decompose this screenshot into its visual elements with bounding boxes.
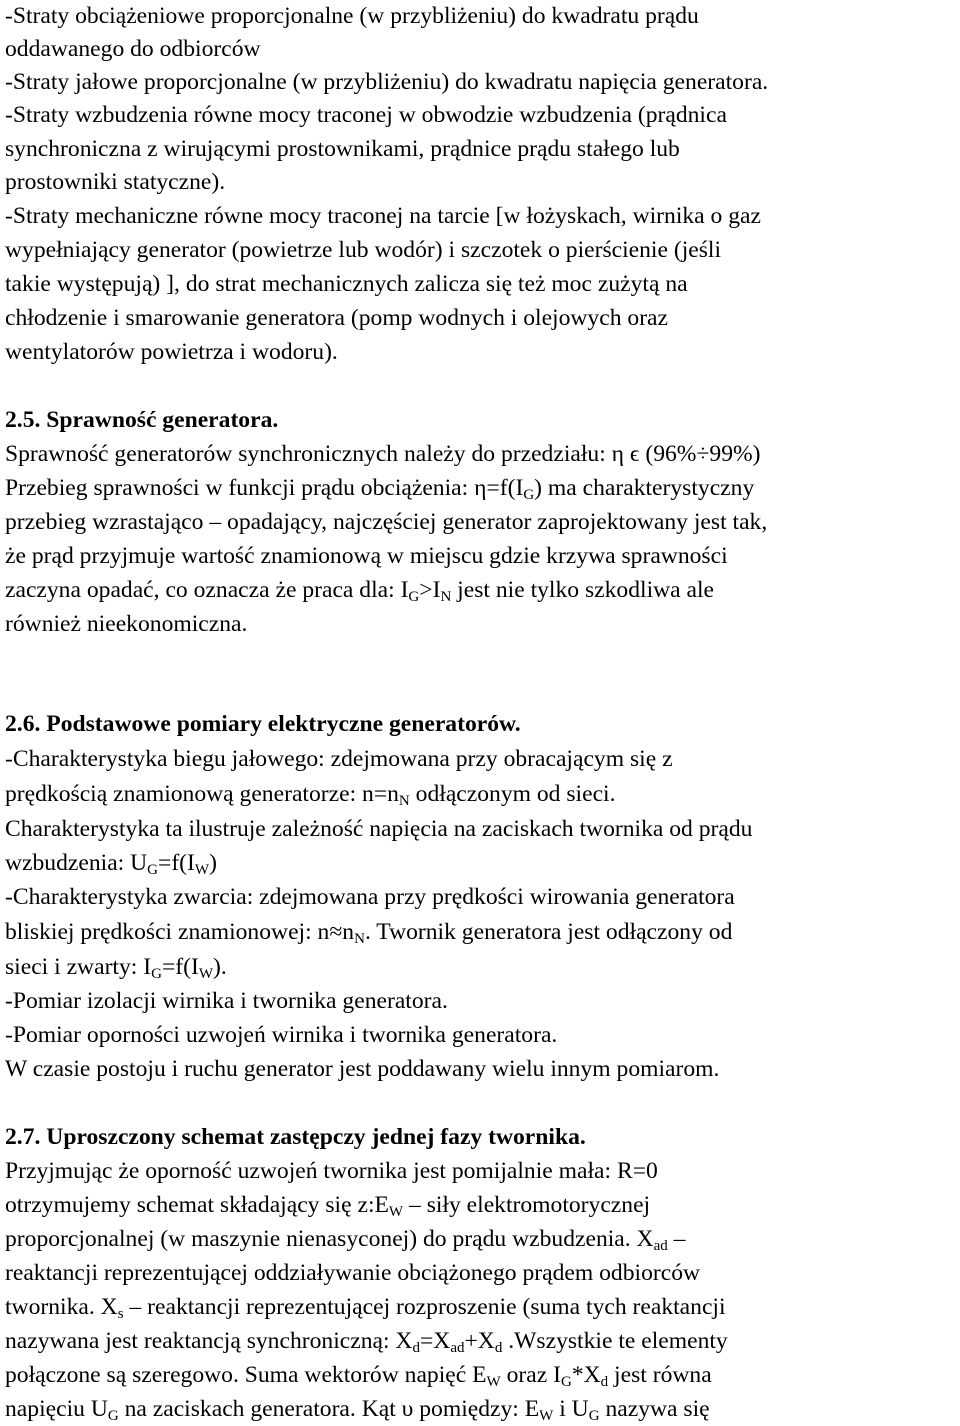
measurements-line-9: -Pomiar oporności uzwojeń wirnika i twornika generatora. — [5, 1022, 558, 1048]
circuit-line-4: reaktancji reprezentującej oddziaływanie obciążonego prądem odbiorców — [5, 1260, 701, 1286]
losses-line-10: chłodzenie i smarowanie generatora (pomp wodnych i olejowych oraz — [5, 305, 668, 331]
section-heading-efficiency: 2.5. Sprawność generatora. — [5, 407, 279, 433]
measurements-line-1: -Charakterystyka biegu jałowego: zdejmowana przy obracającym się z — [5, 746, 673, 772]
measurements-line-3: Charakterystyka ta ilustruje zależność napięcia na zaciskach twornika od prądu — [5, 816, 753, 842]
efficiency-line-3: przebieg wzrastająco – opadający, najczęściej generator zaprojektowany jest tak, — [5, 509, 768, 535]
efficiency-line-4: że prąd przyjmuje wartość znamionową w miejscu gdzie krzywa sprawności — [5, 543, 728, 569]
circuit-line-1: Przyjmując że oporność uzwojeń twornika jest pomijalnie mała: R=0 — [5, 1158, 658, 1184]
losses-line-6: prostowniki statyczne). — [5, 169, 226, 195]
circuit-line-5: twornika. $X_s$ – reaktancji reprezentującej rozproszenie (suma tych reaktancji — [5, 1294, 726, 1322]
circuit-line-7: połączone są szeregowo. Suma wektorów napięć $E_W$ oraz $I_G*X_d$ jest równa — [5, 1362, 712, 1390]
measurements-line-10: W czasie postoju i ruchu generator jest poddawany wielu innym pomiarom. — [5, 1056, 720, 1082]
measurements-line-2: prędkością znamionową generatorze: $n=n_N$ odłączonym od sieci. — [5, 781, 616, 809]
section-heading-equivalent-circuit: 2.7. Uproszczony schemat zastępczy jednej fazy twornika. — [5, 1124, 586, 1150]
losses-line-2: oddawanego do odbiorców — [5, 36, 261, 62]
circuit-line-6: nazywana jest reaktancją synchroniczną: $X_d=X_{ad}+X_d$ .Wszystkie te elementy — [5, 1328, 728, 1356]
circuit-line-3: proporcjonalnej (w maszynie nienasyconej) do prądu wzbudzenia. $X_{ad}$ – — [5, 1226, 686, 1254]
losses-line-3: -Straty jałowe proporcjonalne (w przybliżeniu) do kwadratu napięcia generatora. — [5, 69, 769, 95]
efficiency-line-5: zaczyna opadać, co oznacza że praca dla: $I_G>I_N$ jest nie tylko szkodliwa ale — [5, 577, 715, 605]
measurements-line-4: wzbudzenia: $U_G=f(I_W)$ — [5, 850, 217, 878]
measurements-line-5: -Charakterystyka zwarcia: zdejmowana przy prędkości wirowania generatora — [5, 884, 735, 910]
losses-line-4: -Straty wzbudzenia równe mocy traconej w obwodzie wzbudzenia (prądnica — [5, 102, 727, 128]
circuit-line-2: otrzymujemy schemat składający się $z:E_W$ – siły elektromotorycznej — [5, 1192, 651, 1220]
losses-line-9: takie występują) ], do strat mechanicznych zalicza się też moc zużytą na — [5, 271, 688, 297]
losses-line-5: synchroniczna z wirującymi prostownikami, prądnice prądu stałego lub — [5, 136, 680, 162]
losses-line-8: wypełniający generator (powietrze lub wodór) i szczotek o pierścienie (jeśli — [5, 237, 722, 263]
losses-line-1: -Straty obciążeniowe proporcjonalne (w przybliżeniu) do kwadratu prądu — [5, 3, 699, 29]
measurements-line-8: -Pomiar izolacji wirnika i twornika generatora. — [5, 988, 448, 1014]
losses-line-7: -Straty mechaniczne równe mocy traconej na tarcie [w łożyskach, wirnika o gaz — [5, 203, 761, 229]
efficiency-line-2: Przebieg sprawności w funkcji prądu obciążenia: $\eta=f(I_G)$ ma charakterystyczny — [5, 475, 755, 503]
measurements-line-6: bliskiej prędkości znamionowej: $n\approx n_N$. Twornik generatora jest odłączony od — [5, 919, 733, 947]
circuit-line-8: napięciu $U_G$ na zaciskach generatora. Kąt υ pomiędzy: $E_W$ i $U_G$ nazywa się — [5, 1396, 710, 1424]
losses-line-11: wentylatorów powietrza i wodoru). — [5, 339, 338, 365]
efficiency-line-6: również nieekonomiczna. — [5, 611, 248, 637]
efficiency-line-1: Sprawność generatorów synchronicznych należy do przedziału: η ϵ (96%÷99%) — [5, 441, 761, 467]
section-heading-measurements: 2.6. Podstawowe pomiary elektryczne generatorów. — [5, 711, 521, 737]
measurements-line-7: sieci i zwarty: $I_G=f(I_W)$. — [5, 954, 227, 982]
